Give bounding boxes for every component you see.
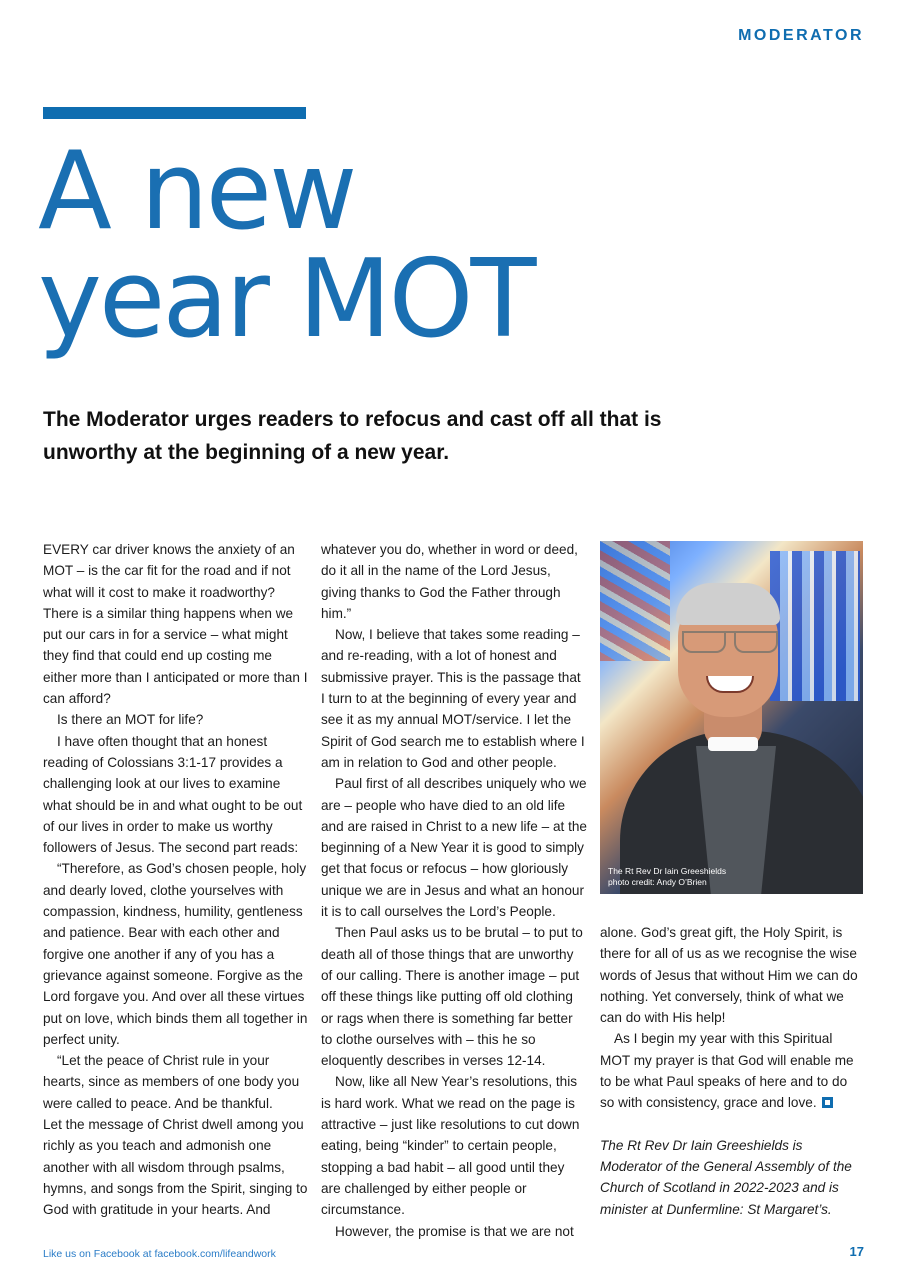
title-line-1: A new xyxy=(38,129,355,254)
author-credit: The Rt Rev Dr Iain Greeshields is Moderator of the General Assembly of the Church of Scotland in 2022-2023 and is minister at Dunfermline: St Margaret’s. xyxy=(600,1137,852,1217)
paragraph: alone. God’s great gift, the Holy Spirit, is there for all of us as we recognise the wise words of Jesus that without Him we can do nothing. Yet conversely, think of what we can do with His help! xyxy=(600,925,858,1026)
paragraph: Paul first of all describes uniquely who we are – people who have died to an old life and are raised in Christ to a new life – at the beginning of a New Year it is good to simply get that focus or refocus – how gloriously unique we are in Jesus and what an honour it is to call ourselves the Lord’s People. xyxy=(321,776,587,920)
paragraph: I have often thought that an honest reading of Colossians 3:1-17 provides a challenging look at our lives to examine what should be in and what ought to be out of our lives in order to make us worthy followers of Jesus. The second part reads: xyxy=(43,733,303,856)
caption-credit: photo credit: Andy O’Brien xyxy=(608,877,707,887)
article-title xyxy=(38,129,534,362)
paragraph: “Let the peace of Christ rule in your hearts, since as members of one body you were called to peace. And be thankful. xyxy=(43,1053,300,1111)
page-number: 17 xyxy=(849,1244,864,1259)
paragraph: whatever you do, whether in word or deed, do it all in the name of the Lord Jesus, giving thanks to God the Father through him.” xyxy=(321,542,578,621)
closing-sentence: As I begin my year with this Spiritual MOT my prayer is that God will enable me to be what Paul speaks of here and to do so with consistency, grace and love. xyxy=(600,1031,854,1111)
photo-caption xyxy=(608,866,726,888)
title-line-2: year MOT xyxy=(38,237,534,362)
paragraph: Now, I believe that takes some reading – and re-reading, with a lot of honest and submissive prayer. This is the passage that I turn to at the beginning of every year and see it as my annual MOT/service. I let the Spirit of God search me to establish where I am in relation to God and other people. xyxy=(321,627,585,770)
stained-glass-window xyxy=(770,551,860,701)
body-column-2 xyxy=(321,539,587,1242)
portrait-hair xyxy=(676,583,780,625)
paragraph: Now, like all New Year’s resolutions, this is hard work. What we read on the page is attractive – just like resolutions to cut down eating, being “kinder” to certain people, stopping a bad habit – all good until they are challenged by either people or circumstance. xyxy=(321,1074,580,1218)
body-column-3 xyxy=(600,922,864,1220)
paragraph: “Therefore, as God’s chosen people, holy and dearly loved, clothe yourselves with compassion, kindness, humility, gentleness and patience. Bear with each other and forgive one another if any of you has a grievance against someone. Forgive as the Lord forgave you. And over all these virtues put on love, which binds them all together in perfect unity. xyxy=(43,861,308,1047)
caption-name: The Rt Rev Dr Iain Greeshields xyxy=(608,866,727,876)
paragraph xyxy=(600,1028,864,1113)
paragraph: Let the message of Christ dwell among you richly as you teach and admonish one another with all wisdom through psalms, hymns, and songs from the Spirit, singing to God with gratitude in your hearts. And xyxy=(43,1117,308,1218)
end-mark-icon xyxy=(822,1097,833,1108)
paragraph: Is there an MOT for life? xyxy=(57,712,204,728)
facebook-link[interactable]: Like us on Facebook at facebook.com/lifeandwork xyxy=(43,1248,276,1260)
glasses-icon xyxy=(682,631,778,655)
moderator-photo xyxy=(600,541,863,894)
section-label: MODERATOR xyxy=(738,27,864,44)
paragraph: Then Paul asks us to be brutal – to put to death all of those things that are unworthy of our calling. There is another image – put off these things like putting off old clothing or rags when there is something far better to clothe ourselves with – this he so eloquently describes in verses 12-14. xyxy=(321,925,583,1069)
stained-glass-window xyxy=(600,541,670,661)
accent-rule xyxy=(43,107,306,119)
paragraph: EVERY car driver knows the anxiety of an MOT – is the car fit for the road and if not what will it cost to make it roadworthy? There is a similar thing happens when we put our cars in for a service – what might they find that could end up costing me either more than I anticipated or more than I can afford? xyxy=(43,542,308,707)
standfirst: The Moderator urges readers to refocus and cast off all that is unworthy at the beginning of a new year. xyxy=(43,408,662,464)
paragraph: However, the promise is that we are not xyxy=(335,1223,574,1239)
body-column-1 xyxy=(43,539,309,1221)
clerical-collar xyxy=(708,737,758,751)
